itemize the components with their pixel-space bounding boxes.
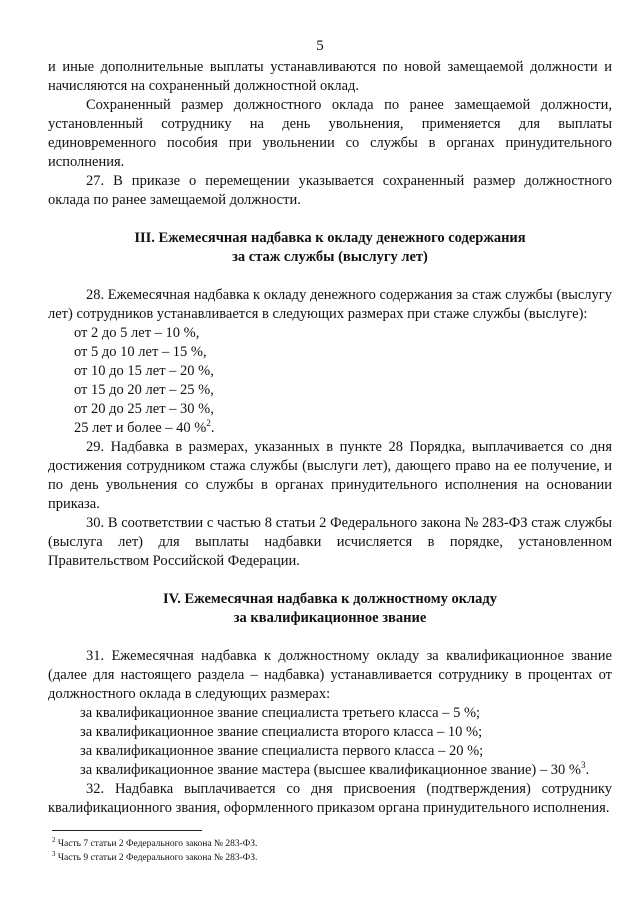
list-item [80,761,612,780]
list-item: от 10 до 15 лет – 20 %, [74,363,214,379]
list-item: от 15 до 20 лет – 25 %, [74,382,214,398]
list-item: за квалификационное звание специалиста первого класса – 20 %; [80,743,484,759]
paragraph-28: 28. Ежемесячная надбавка к окладу денежного содержания за стаж службы (выслугу лет) сотрудников устанавливается в следующих размерах при стаже службы (выслуге): [48,287,612,322]
footnote-text: Часть 9 статьи 2 Федерального закона № 283-ФЗ. [57,853,258,863]
list-item-text: за квалификационное звание мастера (высшее квалификационное звание) – 30 % [80,762,581,778]
paragraph-29: 29. Надбавка в размерах, указанных в пункте 28 Порядка, выплачивается со дня достижения сотрудником стажа службы (выслуги лет), дающего право на ее получение, и по день увольнения со службы в органах принудительного исполнения на основании приказа. [48,439,612,512]
footnote-text: Часть 7 статьи 2 Федерального закона № 283-ФЗ. [57,839,258,849]
footnote [52,849,258,864]
section-3-heading-line-2: за стаж службы (выслугу лет) [232,249,428,265]
list-item-end: . [210,420,215,436]
paragraph-continuation: и иные дополнительные выплаты устанавливаются по новой замещаемой должности и начисляются на сохраненный должностной оклад. [48,59,612,94]
paragraph-30: 30. В соответствии с частью 8 статьи 2 Федерального закона № 283-ФЗ стаж службы (выслуга лет) для выплаты надбавки исчисляется в порядке, установленном Правительством Российской Федерации. [48,515,612,569]
paragraph-32: 32. Надбавка выплачивается со дня присвоения (подтверждения) сотруднику квалификационного звания, оформленного приказом органа принудительного исполнения. [48,781,612,816]
paragraph: Сохраненный размер должностного оклада по ранее замещаемой должности, установленный сотруднику на день увольнения, применяется для выплаты единовременного пособия при увольнении со службы в органах принудительного исполнения. [48,97,612,170]
paragraph-27: 27. В приказе о перемещении указывается сохраненный размер должностного оклада по ранее замещаемой должности. [48,173,612,208]
footnote-mark: 3 [52,849,56,858]
list-item: за квалификационное звание специалиста второго класса – 10 %; [80,724,483,740]
footnote [52,835,258,850]
section-3-heading-line-1: III. Ежемесячная надбавка к окладу денежного содержания [134,230,526,246]
document-body [48,58,612,818]
list-item [74,419,612,438]
section-4-heading-line-2: за квалификационное звание [233,610,427,626]
section-4-heading-line-1: IV. Ежемесячная надбавка к должностному окладу [162,591,498,607]
page-number: 5 [316,38,324,54]
list-item: от 5 до 10 лет – 15 %, [74,344,207,360]
footnote-ref: 3 [580,760,586,771]
list-item-text: 25 лет и более – 40 % [74,420,207,436]
footnote-mark: 2 [52,835,56,844]
list-item-end: . [585,762,590,778]
footnote-ref: 2 [206,418,211,429]
list-item: от 20 до 25 лет – 30 %, [74,401,214,417]
list-item: за квалификационное звание специалиста третьего класса – 5 %; [80,705,481,721]
list-item: от 2 до 5 лет – 10 %, [74,325,200,341]
paragraph-31: 31. Ежемесячная надбавка к должностному окладу за квалификационное звание (далее для настоящего раздела – надбавка) устанавливается сотруднику в процентах от должностного оклада в следующих размерах: [48,648,612,702]
footnote-divider [52,830,202,831]
